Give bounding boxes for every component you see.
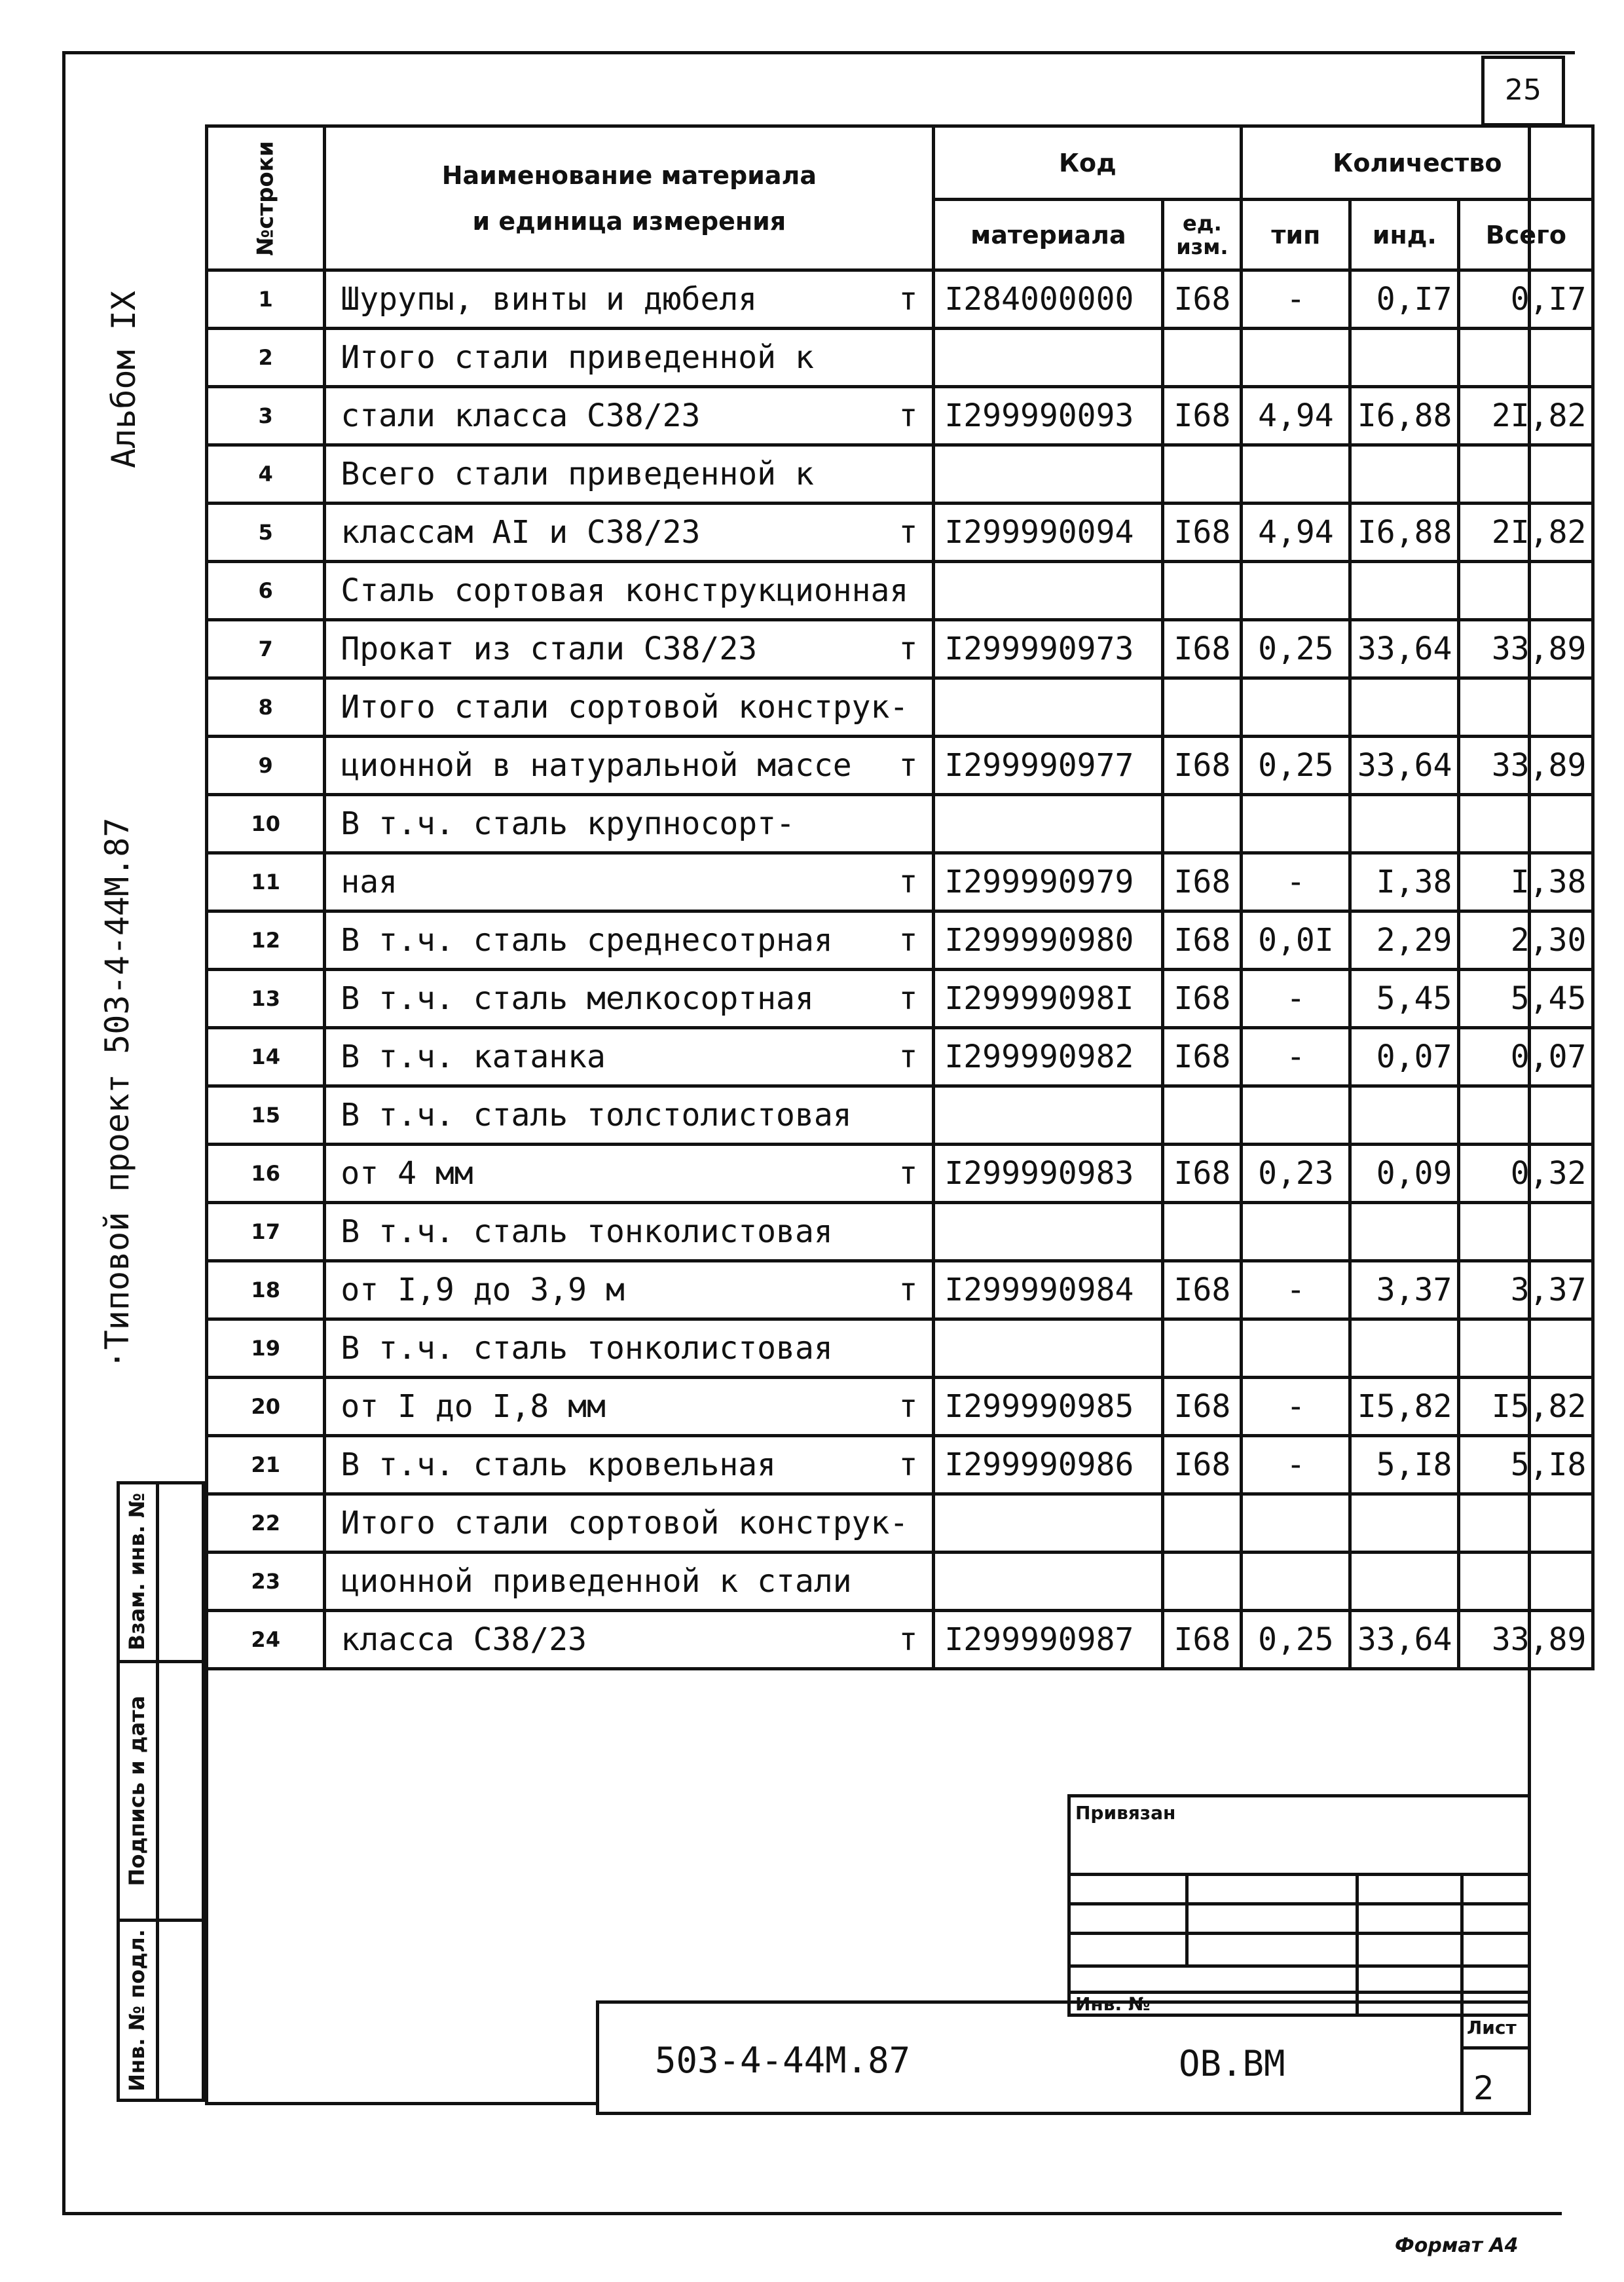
unit-code: I68 [1163, 853, 1242, 911]
material-code: I299990985 [934, 1378, 1163, 1436]
qty-total: 2I,82 [1459, 387, 1593, 445]
table-row [207, 1145, 1593, 1203]
unit-code: I68 [1163, 737, 1242, 795]
material-name-text: В т.ч. сталь кровельная [341, 1446, 777, 1483]
table-row [207, 270, 1593, 329]
qty-tip [1242, 445, 1350, 504]
unit-symbol: т [898, 980, 918, 1017]
row-number: 8 [207, 678, 325, 737]
list-row-divider [1460, 2046, 1531, 2050]
material-name [325, 1494, 934, 1553]
material-name-text: Итого стали сортовой конструк- [341, 689, 909, 726]
table-row [207, 678, 1593, 737]
row-number: 2 [207, 329, 325, 387]
qty-ind [1350, 1553, 1459, 1611]
qty-tip: - [1242, 853, 1350, 911]
unit-code: I68 [1163, 1261, 1242, 1319]
qty-total [1459, 562, 1593, 620]
side-stamp-vzam: Взам. инв. № [124, 1492, 149, 1651]
qty-tip: 0,25 [1242, 1611, 1350, 1669]
qty-ind [1350, 1203, 1459, 1261]
material-code [934, 795, 1163, 853]
qty-ind: I6,88 [1350, 387, 1459, 445]
qty-ind: I5,82 [1350, 1378, 1459, 1436]
qty-total [1459, 1494, 1593, 1553]
qty-tip: - [1242, 1436, 1350, 1494]
unit-code: I68 [1163, 387, 1242, 445]
qty-tip: - [1242, 1378, 1350, 1436]
doc-section: ОВ.ВМ [1179, 2043, 1285, 2084]
material-code [934, 562, 1163, 620]
unit-symbol: т [898, 747, 918, 784]
material-name [325, 737, 934, 795]
unit-symbol: т [898, 1388, 918, 1425]
material-name [325, 1553, 934, 1611]
qty-total [1459, 795, 1593, 853]
qty-tip [1242, 329, 1350, 387]
qty-tip: 0,0I [1242, 911, 1350, 970]
material-code: I299990979 [934, 853, 1163, 911]
qty-ind: 33,64 [1350, 737, 1459, 795]
material-code [934, 1494, 1163, 1553]
privyazan-col-1 [1185, 1873, 1189, 1964]
material-code [934, 1203, 1163, 1261]
material-code [934, 329, 1163, 387]
table-row [207, 970, 1593, 1028]
table-row [207, 1553, 1593, 1611]
material-name-text: Всего стали приведенной к [341, 456, 814, 492]
page-number: 25 [1481, 56, 1565, 126]
material-code [934, 1086, 1163, 1145]
row-number: 21 [207, 1436, 325, 1494]
material-name-text: ная [341, 864, 398, 900]
qty-total [1459, 1086, 1593, 1145]
material-name [325, 1145, 934, 1203]
header-qty-group: Количество [1242, 126, 1593, 200]
header-name: Наименование материала и единица измерения [325, 126, 934, 270]
material-name [325, 795, 934, 853]
project-label: ·Типовой проект 503-4-44М.87 [98, 817, 136, 1370]
material-name-text: Итого стали приведенной к [341, 339, 814, 376]
qty-total: 33,89 [1459, 1611, 1593, 1669]
row-number: 1 [207, 270, 325, 329]
material-code [934, 678, 1163, 737]
unit-code: I68 [1163, 504, 1242, 562]
table-row [207, 853, 1593, 911]
row-number: 14 [207, 1028, 325, 1086]
material-code: I299990977 [934, 737, 1163, 795]
material-name-text: от 4 мм [341, 1155, 473, 1192]
header-unit: ед. изм. [1163, 200, 1242, 270]
material-name-text: Прокат из стали С38/23 [341, 631, 758, 667]
qty-total: 0,32 [1459, 1145, 1593, 1203]
row-number: 17 [207, 1203, 325, 1261]
qty-ind [1350, 1086, 1459, 1145]
unit-symbol: т [898, 1621, 918, 1658]
qty-tip: - [1242, 1261, 1350, 1319]
qty-tip: - [1242, 1028, 1350, 1086]
material-name-text: В т.ч. сталь крупносорт- [341, 805, 795, 842]
table-row [207, 562, 1593, 620]
table-row [207, 504, 1593, 562]
qty-ind: 0,I7 [1350, 270, 1459, 329]
table-row [207, 1494, 1593, 1553]
material-name-text: от I до I,8 мм [341, 1388, 606, 1425]
row-number: 15 [207, 1086, 325, 1145]
material-name [325, 387, 934, 445]
qty-total: 5,45 [1459, 970, 1593, 1028]
qty-tip: 4,94 [1242, 504, 1350, 562]
qty-ind: 5,45 [1350, 970, 1459, 1028]
qty-total [1459, 678, 1593, 737]
qty-total: 2I,82 [1459, 504, 1593, 562]
qty-total [1459, 445, 1593, 504]
unit-symbol: т [898, 514, 918, 551]
qty-total: I5,82 [1459, 1378, 1593, 1436]
qty-total: 5,I8 [1459, 1436, 1593, 1494]
material-name [325, 445, 934, 504]
qty-total: 2,30 [1459, 911, 1593, 970]
side-stamp-inv: Инв. № подл. [124, 1929, 149, 2091]
table-row [207, 1378, 1593, 1436]
row-number: 4 [207, 445, 325, 504]
table-row [207, 329, 1593, 387]
material-table [205, 124, 1595, 1670]
qty-tip [1242, 795, 1350, 853]
material-name-text: В т.ч. сталь среднесотрная [341, 922, 833, 959]
qty-ind: 33,64 [1350, 620, 1459, 678]
material-code: I299990093 [934, 387, 1163, 445]
qty-ind: 0,09 [1350, 1145, 1459, 1203]
unit-code: I68 [1163, 1145, 1242, 1203]
unit-symbol: т [898, 1039, 918, 1075]
material-name-text: В т.ч. сталь мелкосортная [341, 980, 814, 1017]
qty-tip: 0,25 [1242, 620, 1350, 678]
row-number: 20 [207, 1378, 325, 1436]
table-row [207, 445, 1593, 504]
qty-tip [1242, 678, 1350, 737]
unit-code [1163, 562, 1242, 620]
material-name [325, 620, 934, 678]
material-code: I284000000 [934, 270, 1163, 329]
unit-code: I68 [1163, 270, 1242, 329]
qty-ind [1350, 1319, 1459, 1378]
material-code: I299990094 [934, 504, 1163, 562]
row-number: 11 [207, 853, 325, 911]
unit-symbol: т [898, 864, 918, 900]
material-name-text: Шурупы, винты и дюбеля [341, 281, 758, 318]
header-ind: инд. [1350, 200, 1459, 270]
material-name [325, 270, 934, 329]
table-row [207, 387, 1593, 445]
album-label: Альбом IX [105, 291, 143, 468]
unit-code: I68 [1163, 911, 1242, 970]
qty-tip: - [1242, 970, 1350, 1028]
material-name [325, 911, 934, 970]
material-name [325, 1436, 934, 1494]
bottom-border [62, 2212, 1562, 2215]
material-code: I29999098I [934, 970, 1163, 1028]
qty-ind [1350, 678, 1459, 737]
unit-code [1163, 329, 1242, 387]
privyazan-col-2 [1356, 1873, 1359, 2017]
material-name-text: В т.ч. сталь тонколистовая [341, 1213, 833, 1250]
privyazan-label: Привязан [1075, 1802, 1176, 1824]
table-row [207, 737, 1593, 795]
material-name-text: класса С38/23 [341, 1621, 587, 1658]
left-border [62, 51, 65, 2212]
qty-total: 0,07 [1459, 1028, 1593, 1086]
qty-ind: 2,29 [1350, 911, 1459, 970]
doc-code: 503-4-44М.87 [655, 2040, 911, 2081]
header-code-group: Код [934, 126, 1242, 200]
qty-ind: 0,07 [1350, 1028, 1459, 1086]
material-name-text: стали класса С38/23 [341, 397, 701, 434]
qty-ind [1350, 795, 1459, 853]
material-name [325, 562, 934, 620]
header-tip: тип [1242, 200, 1350, 270]
material-name-text: ционной в натуральной массе [341, 747, 852, 784]
material-name [325, 1203, 934, 1261]
material-code: I299990987 [934, 1611, 1163, 1669]
row-number: 22 [207, 1494, 325, 1553]
qty-tip: 4,94 [1242, 387, 1350, 445]
unit-code [1163, 1203, 1242, 1261]
material-name-text: Сталь сортовая конструкционная [341, 572, 909, 609]
row-number: 13 [207, 970, 325, 1028]
header-row-no: №строки [207, 126, 325, 270]
format-label: Формат А4 [1395, 2234, 1519, 2257]
qty-ind [1350, 445, 1459, 504]
material-name [325, 1611, 934, 1669]
privyazan-col-3 [1460, 1873, 1464, 2017]
material-name [325, 1086, 934, 1145]
qty-total: 33,89 [1459, 620, 1593, 678]
unit-code: I68 [1163, 620, 1242, 678]
unit-code: I68 [1163, 1028, 1242, 1086]
header-material: материала [934, 200, 1163, 270]
unit-symbol: т [898, 922, 918, 959]
qty-tip: - [1242, 270, 1350, 329]
unit-code: I68 [1163, 970, 1242, 1028]
unit-code [1163, 1319, 1242, 1378]
row-number: 23 [207, 1553, 325, 1611]
material-code: I299990980 [934, 911, 1163, 970]
list-col-divider [1460, 2000, 1464, 2115]
top-border [62, 51, 1575, 54]
row-number: 19 [207, 1319, 325, 1378]
side-stamp-podpis: Подпись и дата [124, 1695, 149, 1886]
unit-code: I68 [1163, 1611, 1242, 1669]
material-name-text: Итого стали сортовой конструк- [341, 1505, 909, 1541]
material-code [934, 1553, 1163, 1611]
row-number: 5 [207, 504, 325, 562]
qty-total [1459, 329, 1593, 387]
unit-code: I68 [1163, 1378, 1242, 1436]
unit-symbol: т [898, 1155, 918, 1192]
material-name-text: В т.ч. сталь тонколистовая [341, 1330, 833, 1367]
material-code: I299990973 [934, 620, 1163, 678]
material-name [325, 329, 934, 387]
bottom-stamp-line [205, 2102, 598, 2105]
list-number: 2 [1473, 2069, 1494, 2107]
unit-code [1163, 445, 1242, 504]
qty-tip: 0,25 [1242, 737, 1350, 795]
material-name [325, 504, 934, 562]
list-label: Лист [1467, 2017, 1517, 2038]
material-code: I299990986 [934, 1436, 1163, 1494]
unit-code [1163, 1494, 1242, 1553]
qty-ind [1350, 1494, 1459, 1553]
row-number: 18 [207, 1261, 325, 1319]
table-row [207, 795, 1593, 853]
material-code [934, 1319, 1163, 1378]
qty-total [1459, 1203, 1593, 1261]
material-name-text: В т.ч. катанка [341, 1039, 606, 1075]
material-name [325, 1319, 934, 1378]
row-number: 7 [207, 620, 325, 678]
unit-symbol: т [898, 397, 918, 434]
unit-code [1163, 795, 1242, 853]
material-code [934, 445, 1163, 504]
qty-total: I,38 [1459, 853, 1593, 911]
unit-symbol: т [898, 1272, 918, 1308]
qty-ind: I,38 [1350, 853, 1459, 911]
material-name [325, 1028, 934, 1086]
unit-code [1163, 1086, 1242, 1145]
material-name [325, 970, 934, 1028]
qty-tip [1242, 1086, 1350, 1145]
table-row [207, 1261, 1593, 1319]
material-name [325, 853, 934, 911]
material-name-text: В т.ч. сталь толстолистовая [341, 1097, 852, 1133]
qty-total: 0,I7 [1459, 270, 1593, 329]
unit-code [1163, 1553, 1242, 1611]
qty-tip [1242, 562, 1350, 620]
row-number: 9 [207, 737, 325, 795]
header-total: Всего [1459, 200, 1593, 270]
qty-total: 33,89 [1459, 737, 1593, 795]
table-row [207, 620, 1593, 678]
row-number: 12 [207, 911, 325, 970]
inv-no-label: Инв. № [1075, 1993, 1151, 2015]
qty-tip [1242, 1203, 1350, 1261]
material-code: I299990984 [934, 1261, 1163, 1319]
material-name [325, 1378, 934, 1436]
qty-ind: 33,64 [1350, 1611, 1459, 1669]
qty-tip [1242, 1553, 1350, 1611]
row-number: 10 [207, 795, 325, 853]
table-row [207, 1028, 1593, 1086]
qty-tip [1242, 1494, 1350, 1553]
material-name-text: классам AI и С38/23 [341, 514, 701, 551]
side-stamp-divider [156, 1481, 159, 2102]
qty-ind: 5,I8 [1350, 1436, 1459, 1494]
row-number: 16 [207, 1145, 325, 1203]
qty-total [1459, 1553, 1593, 1611]
table-row [207, 1086, 1593, 1145]
unit-code: I68 [1163, 1436, 1242, 1494]
unit-symbol: т [898, 1446, 918, 1483]
material-name [325, 1261, 934, 1319]
material-name [325, 678, 934, 737]
unit-symbol: т [898, 631, 918, 667]
row-number: 6 [207, 562, 325, 620]
table-row [207, 1436, 1593, 1494]
qty-total: 3,37 [1459, 1261, 1593, 1319]
qty-ind [1350, 562, 1459, 620]
row-number: 3 [207, 387, 325, 445]
qty-total [1459, 1319, 1593, 1378]
table-row [207, 1319, 1593, 1378]
material-name-text: ционной приведенной к стали [341, 1563, 852, 1600]
material-name-text: от I,9 до 3,9 м [341, 1272, 625, 1308]
qty-ind: I6,88 [1350, 504, 1459, 562]
material-code: I299990982 [934, 1028, 1163, 1086]
qty-tip [1242, 1319, 1350, 1378]
table-row [207, 911, 1593, 970]
qty-ind [1350, 329, 1459, 387]
row-number: 24 [207, 1611, 325, 1669]
unit-symbol: т [898, 281, 918, 318]
qty-tip: 0,23 [1242, 1145, 1350, 1203]
table-row [207, 1611, 1593, 1669]
material-code: I299990983 [934, 1145, 1163, 1203]
table-row [207, 1203, 1593, 1261]
qty-ind: 3,37 [1350, 1261, 1459, 1319]
unit-code [1163, 678, 1242, 737]
